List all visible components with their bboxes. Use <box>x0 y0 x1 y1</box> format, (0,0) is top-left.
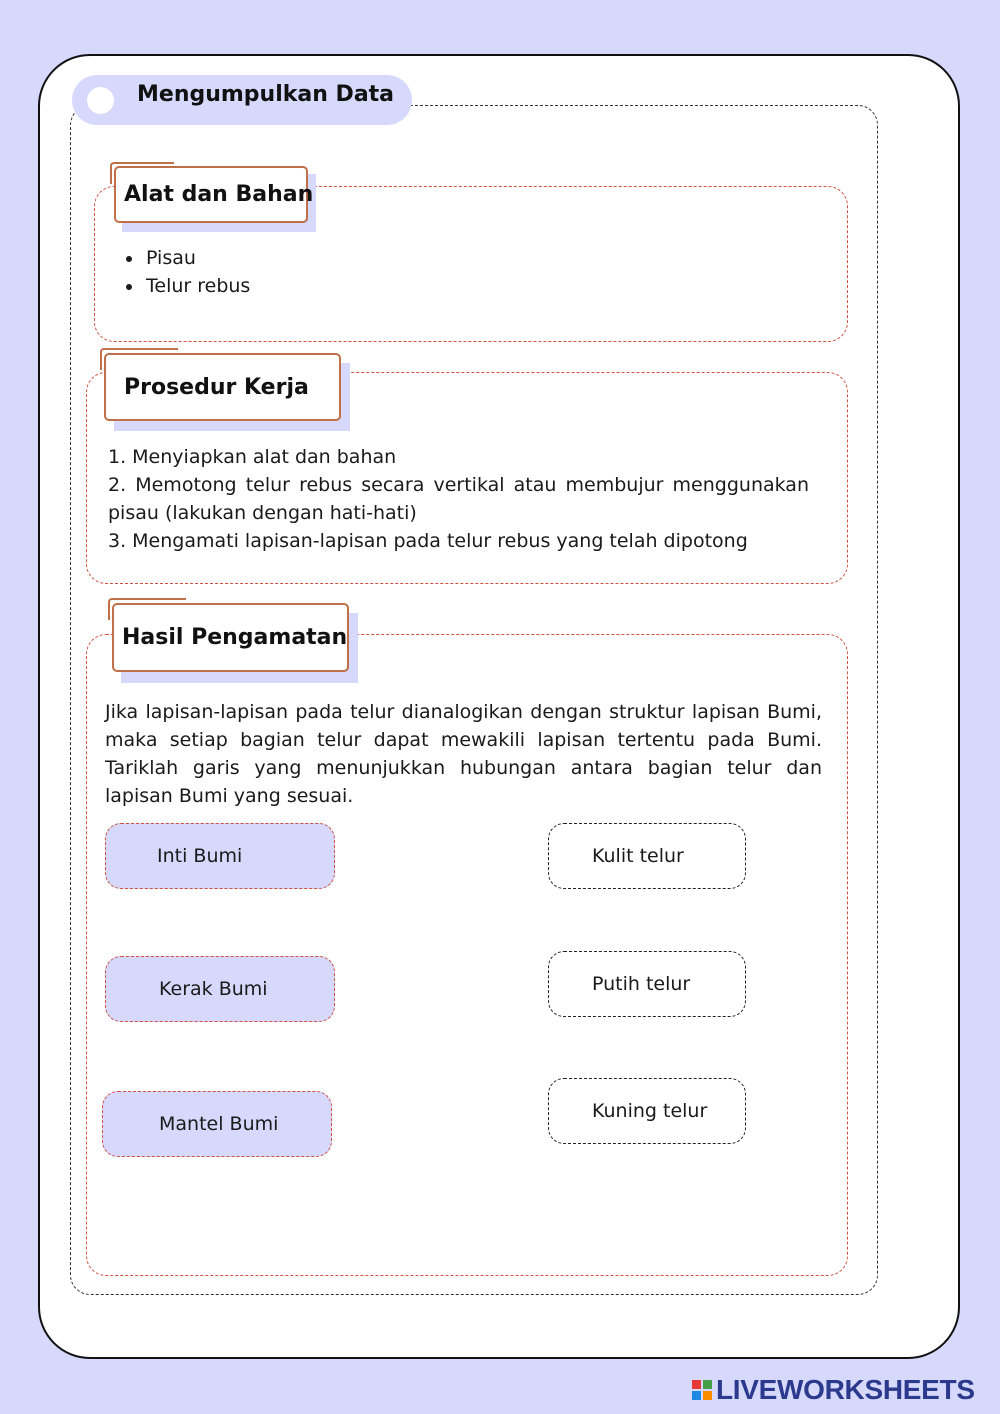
list-item: • Pisau <box>144 244 250 272</box>
match-earth-layer[interactable]: Mantel Bumi <box>102 1091 332 1157</box>
logo-tile <box>692 1391 701 1400</box>
match-earth-layer[interactable]: Kerak Bumi <box>105 956 335 1022</box>
procedure-step: 1. Menyiapkan alat dan bahan <box>108 446 397 468</box>
materials-list <box>122 244 250 300</box>
brand-name: LIVEWORKSHEETS <box>716 1374 975 1405</box>
logo-tile <box>692 1380 701 1389</box>
liveworksheets-logo[interactable] <box>692 1374 975 1406</box>
procedure-step: 2. Memotong telur rebus secara vertikal atau membujur menggunakan pisau (lakukan dengan hati-hati) <box>108 474 809 524</box>
circle-icon <box>87 87 114 114</box>
match-egg-part[interactable]: Kuning telur <box>548 1078 746 1144</box>
match-egg-part[interactable]: Putih telur <box>548 951 746 1017</box>
instruction-text: Jika lapisan-lapisan pada telur dianalogikan dengan struktur lapisan Bumi, maka setiap bagian telur dapat mewakili lapisan tertentu pada Bumi. Tariklah garis yang menunjukkan hubungan antara bagian telur dan lapisan Bumi yang sesuai. <box>105 701 822 807</box>
logo-icon <box>692 1380 712 1400</box>
list-item: • Telur rebus <box>144 272 250 300</box>
match-earth-layer[interactable]: Inti Bumi <box>105 823 335 889</box>
section-header-hasil: Hasil Pengamatan <box>112 603 349 672</box>
section-header-prosedur: Prosedur Kerja <box>104 353 341 421</box>
logo-tile <box>703 1380 712 1389</box>
section-header-alat-bahan: Alat dan Bahan <box>114 166 308 223</box>
page-title: Mengumpulkan Data <box>137 82 395 107</box>
logo-tile <box>703 1391 712 1400</box>
procedure-steps <box>108 443 809 555</box>
procedure-step: 3. Mengamati lapisan-lapisan pada telur rebus yang telah dipotong <box>108 530 748 552</box>
match-egg-part[interactable]: Kulit telur <box>548 823 746 889</box>
